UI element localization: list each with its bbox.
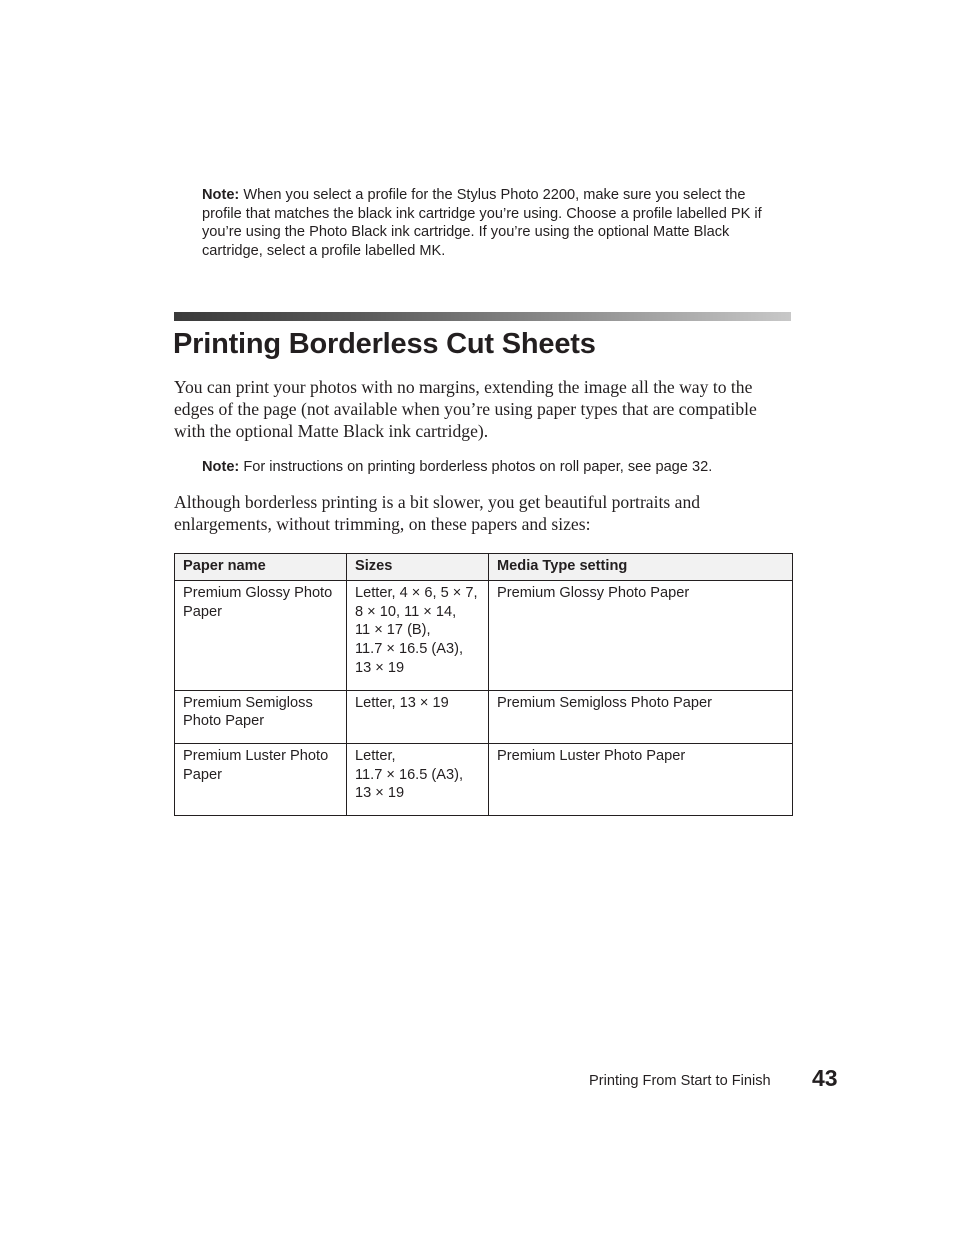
paper-name-cell: Premium Semigloss Photo Paper xyxy=(175,690,347,743)
size-line: 13 × 19 xyxy=(355,659,405,676)
sizes-cell xyxy=(347,690,489,743)
paper-name-cell: Premium Glossy Photo Paper xyxy=(175,581,347,691)
note-profile-selection xyxy=(202,186,772,261)
column-header-paper-name: Paper name xyxy=(175,554,347,581)
media-type-cell: Premium Glossy Photo Paper xyxy=(489,581,793,691)
papers-paragraph: Although borderless printing is a bit slower, you get beautiful portraits and enlargements, without trimming, on these papers and sizes: xyxy=(174,492,701,534)
paper-sizes-table xyxy=(174,553,793,816)
media-type-cell: Premium Semigloss Photo Paper xyxy=(489,690,793,743)
section-heading: Printing Borderless Cut Sheets xyxy=(173,328,596,360)
size-line: 11 × 17 (B), xyxy=(355,622,431,639)
size-line: 11.7 × 16.5 (A3), xyxy=(355,641,464,658)
sizes-cell xyxy=(347,743,489,815)
section-divider-bar xyxy=(174,312,791,321)
column-header-media-type: Media Type setting xyxy=(489,554,793,581)
note-text: For instructions on printing borderless photos on roll paper, see page 32. xyxy=(239,459,713,475)
note-text: When you select a profile for the Stylus Photo 2200, make sure you select the profile that matches the black ink cartridge you’re using. Choose a profile labelled PK if you’re using the Photo Black ink cartridge. If you’re using the optional Matte Black cartridge, select a profile labelled MK. xyxy=(202,187,762,260)
size-line: Letter, 4 × 6, 5 × 7, xyxy=(355,585,478,601)
note-label: Note: xyxy=(202,459,240,475)
table-row xyxy=(175,690,793,743)
intro-paragraph: You can print your photos with no margins, extending the image all the way to the edges of the page (not available when you’re using paper types that are compatible with the optional Matte Black ink cartridge). xyxy=(174,377,757,441)
media-type-cell: Premium Luster Photo Paper xyxy=(489,743,793,815)
size-line: 11.7 × 16.5 (A3), xyxy=(355,766,464,783)
footer-chapter-title: Printing From Start to Finish xyxy=(589,1073,771,1089)
table-header-row xyxy=(175,554,793,581)
size-line: 8 × 10, 11 × 14, xyxy=(355,603,457,620)
table-row xyxy=(175,743,793,815)
column-header-sizes: Sizes xyxy=(347,554,489,581)
page-number: 43 xyxy=(812,1065,838,1091)
size-line: 13 × 19 xyxy=(355,785,405,802)
size-line: Letter, 13 × 19 xyxy=(355,694,449,711)
note-roll-paper xyxy=(202,458,792,477)
table-row xyxy=(175,581,793,691)
paper-name-cell: Premium Luster Photo Paper xyxy=(175,743,347,815)
size-line: Letter, xyxy=(355,747,396,764)
sizes-cell xyxy=(347,581,489,691)
note-label: Note: xyxy=(202,187,240,203)
